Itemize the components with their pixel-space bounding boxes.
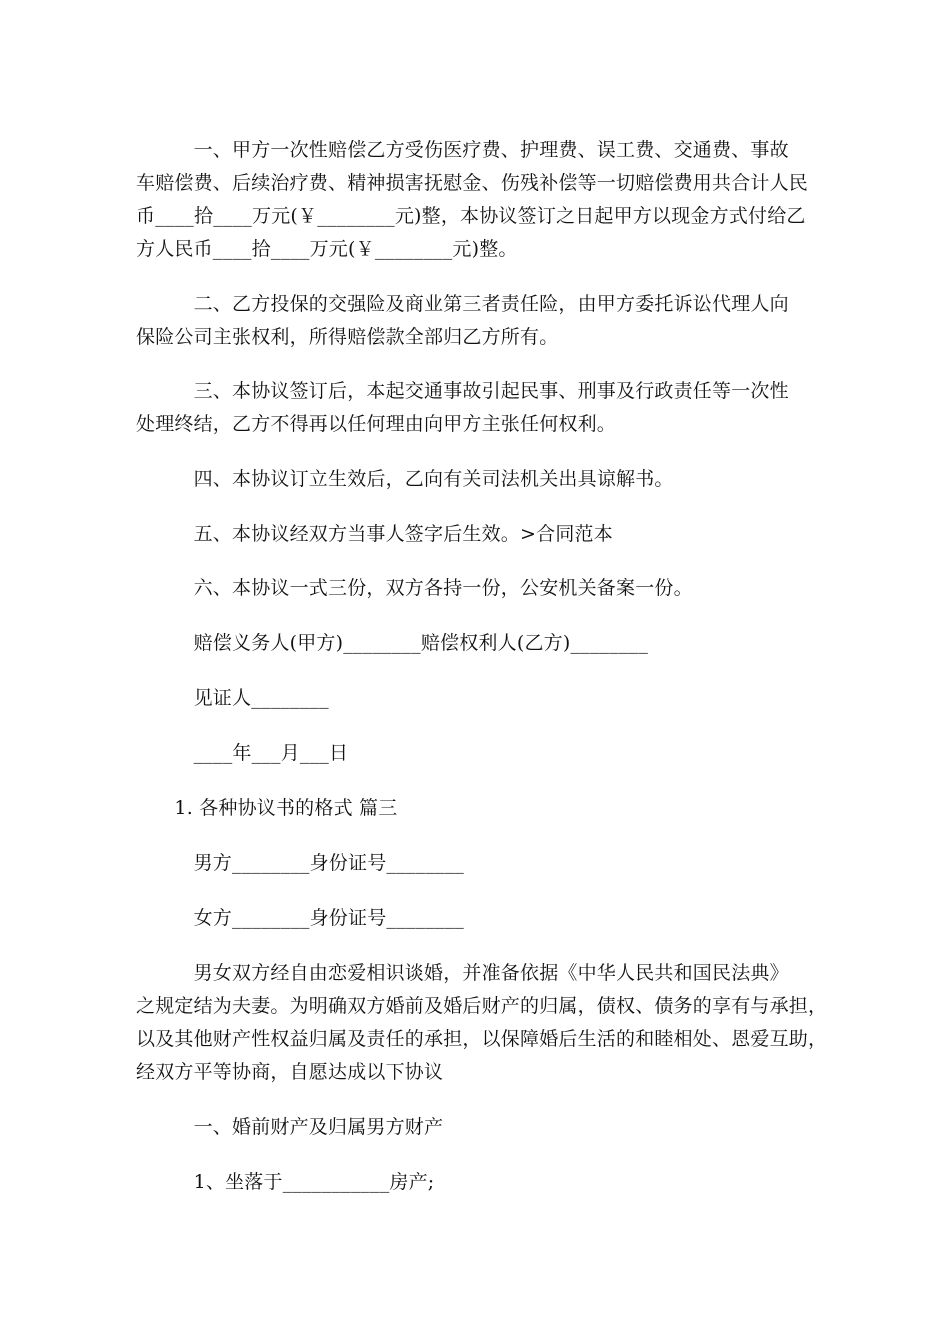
- paragraph-1-line-1: 一、甲方一次性赔偿乙方受伤医疗费、护理费、误工费、交通费、事故: [136, 139, 789, 161]
- paragraph-2-line-2: 保险公司主张权利，所得赔偿款全部归乙方所有。: [136, 326, 559, 348]
- paragraph-2-line-1: 二、乙方投保的交强险及商业第三者责任险，由甲方委托诉讼代理人向: [136, 293, 789, 315]
- clause-item-1: 1、坐落于___________房产;: [136, 1171, 435, 1193]
- preamble-line-1: 男女双方经自由恋爱相识谈婚，并准备依据《中华人民共和国民法典》: [136, 962, 789, 984]
- signature-parties: 赔偿义务人(甲方)________赔偿权利人(乙方)________: [136, 632, 649, 654]
- female-party-field: 女方________身份证号________: [136, 907, 465, 929]
- paragraph-4: 四、本协议订立生效后，乙向有关司法机关出具谅解书。: [136, 468, 674, 490]
- paragraph-6: 六、本协议一式三份，双方各持一份，公安机关备案一份。: [136, 577, 693, 599]
- paragraph-3-line-2: 处理终结，乙方不得再以任何理由向甲方主张任何权利。: [136, 413, 617, 435]
- preamble-line-4: 经双方平等协商，自愿达成以下协议: [136, 1061, 444, 1083]
- signature-witness: 见证人________: [136, 687, 329, 709]
- clause-heading-prenuptial-property: 一、婚前财产及归属男方财产: [136, 1116, 444, 1138]
- preamble-line-2: 之规定结为夫妻。为明确双方婚前及婚后财产的归属，债权、债务的享有与承担，: [136, 995, 828, 1017]
- preamble-line-3: 以及其他财产性权益归属及责任的承担，以保障婚后生活的和睦相处、恩爱互助，: [136, 1028, 828, 1050]
- paragraph-1-line-3: 币____拾____万元(￥________元)整，本协议签订之日起甲方以现金方式付给乙: [136, 205, 806, 227]
- male-party-field: 男方________身份证号________: [136, 852, 465, 874]
- signature-date: ____年___月___日: [136, 742, 349, 764]
- paragraph-1-line-4: 方人民币____拾____万元(￥________元)整。: [136, 238, 518, 260]
- paragraph-1-line-2: 车赔偿费、后续治疗费、精神损害抚慰金、伤残补偿等一切赔偿费用共合计人民: [136, 172, 809, 194]
- paragraph-5: 五、本协议经双方当事人签字后生效。>合同范本: [136, 523, 613, 545]
- paragraph-3-line-1: 三、本协议签订后，本起交通事故引起民事、刑事及行政责任等一次性: [136, 380, 789, 402]
- section-heading: 1. 各种协议书的格式 篇三: [136, 797, 398, 819]
